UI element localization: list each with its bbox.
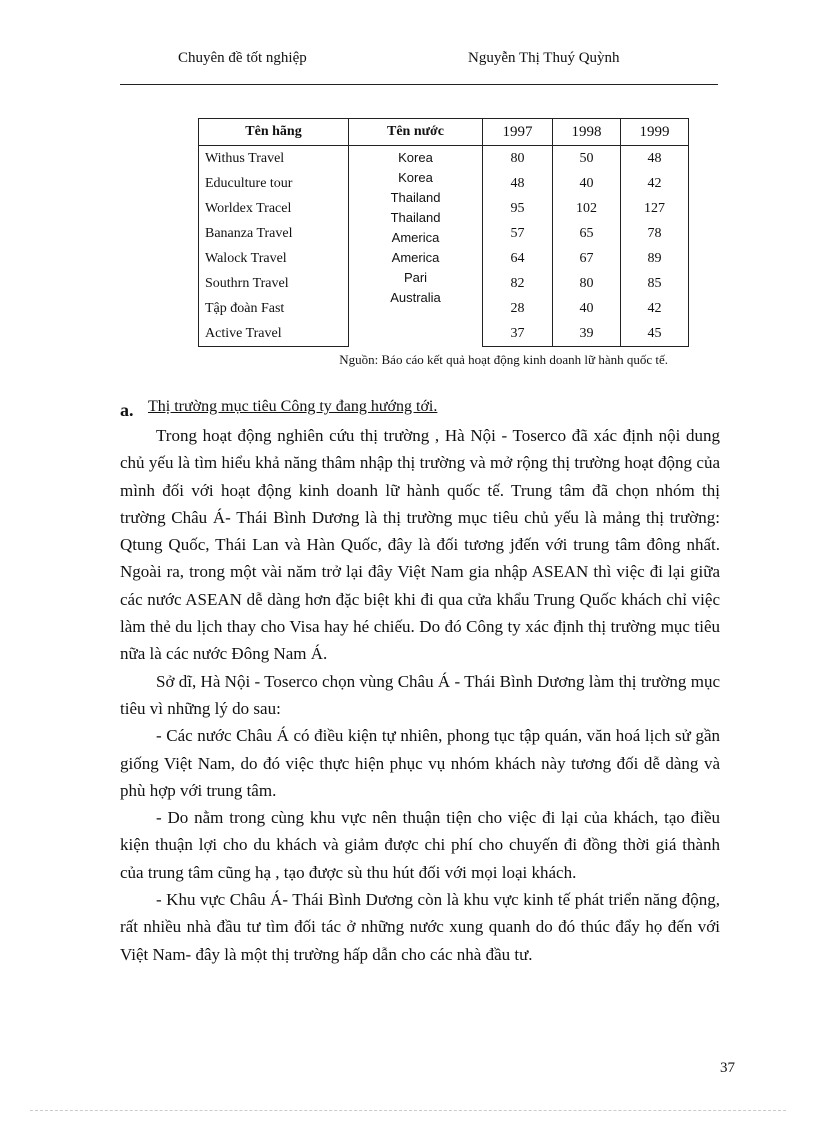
value-1997: 80 — [483, 146, 553, 172]
country-item: Korea — [398, 150, 433, 165]
table-row — [199, 146, 689, 172]
value-1997: 82 — [483, 271, 553, 296]
col-header-1998: 1998 — [553, 119, 621, 146]
table-header-row — [199, 119, 689, 146]
value-1999: 127 — [621, 196, 689, 221]
table-source-note: Nguồn: Báo cáo kết quả hoạt động kinh doanh lữ hành quốc tế. — [339, 352, 668, 367]
footer-rule — [30, 1110, 786, 1111]
value-1999: 85 — [621, 271, 689, 296]
value-1998: 40 — [553, 171, 621, 196]
body-text — [120, 422, 720, 968]
paragraph: - Do nằm trong cùng khu vực nên thuận tiện cho việc đi lại của khách, tạo điều kiện thuận lợi cho du khách và giảm được chi phí cho chuyến đi đồng thời giá thành của trung tâm cũng hạ , tạo được sù thu hút đối với mọi loại khách. — [120, 808, 720, 882]
col-header-country: Tên nước — [349, 119, 483, 146]
value-1998: 50 — [553, 146, 621, 172]
value-1997: 57 — [483, 221, 553, 246]
country-item: America — [391, 250, 440, 265]
company-name: Bananza Travel — [199, 221, 349, 246]
value-1999: 42 — [621, 171, 689, 196]
paragraph: - Khu vực Châu Á- Thái Bình Dương còn là khu vực kinh tế phát triển năng động, rất nhiều nhà đầu tư tìm đối tác ở những nước xung quanh do đó thúc đẩy họ đến với Việt Nam- đây là một thị trường hấp dẫn cho các nhà đầu tư. — [120, 890, 720, 964]
value-1998: 80 — [553, 271, 621, 296]
value-1998: 40 — [553, 296, 621, 321]
company-name: Worldex Tracel — [199, 196, 349, 221]
value-1997: 37 — [483, 321, 553, 347]
value-1997: 48 — [483, 171, 553, 196]
value-1999: 78 — [621, 221, 689, 246]
company-name: Tập đoàn Fast — [199, 296, 349, 321]
company-name: Walock Travel — [199, 246, 349, 271]
country-item: Thailand — [390, 210, 441, 225]
header-left: Chuyên đề tốt nghiệp — [178, 50, 307, 66]
country-item: Australia — [390, 290, 441, 305]
col-header-company: Tên hãng — [199, 119, 349, 146]
paragraph: - Các nước Châu Á có điều kiện tự nhiên, phong tục tập quán, văn hoá lịch sử gần giống Việt Nam, do đó việc thực hiện phục vụ nhóm khách này tương đối dễ dàng và phù hợp với trung tâm. — [120, 726, 720, 800]
country-item: Thailand — [390, 190, 441, 205]
value-1997: 95 — [483, 196, 553, 221]
company-name: Southrn Travel — [199, 271, 349, 296]
section-title: Thị trường mục tiêu Công ty đang hướng tới. — [148, 398, 438, 415]
page-number: 37 — [720, 1060, 735, 1076]
travel-companies-table — [198, 118, 689, 347]
value-1998: 39 — [553, 321, 621, 347]
company-name: Educulture tour — [199, 171, 349, 196]
paragraph: Trong hoạt động nghiên cứu thị trường , Hà Nội - Toserco đã xác định nội dung chủ yếu là tìm hiểu khả năng thâm nhập thị trường và mở rộng thị trường hoạt động của mình đối với hoạt động kinh doanh lữ hành quốc tế. Trung tâm đã chọn nhóm thị trường Châu Á- Thái Bình Dương là thị trường mục tiêu chủ yếu là mảng thị trường: Qtung Quốc, Thái Lan và Hàn Quốc, đây là đối tương jđến với trung tâm đông nhất. Ngoài ra, trong một vài năm trở lại đây Việt Nam gia nhập ASEAN thì việc đi lại giữa các nước ASEAN dễ dàng hơn đặc biệt khi đi qua cửa khẩu Trung Quốc khách chỉ việc làm thẻ du lịch thay cho Visa hay hé chiếu. Do đó Công ty xác định thị trường mục tiêu nữa là các nước Đông Nam Á. — [120, 426, 720, 664]
country-item: America — [391, 230, 440, 245]
col-header-1999: 1999 — [621, 119, 689, 146]
value-1999: 48 — [621, 146, 689, 172]
country-item: Pari — [403, 270, 428, 285]
value-1999: 42 — [621, 296, 689, 321]
value-1997: 64 — [483, 246, 553, 271]
value-1999: 45 — [621, 321, 689, 347]
company-name: Active Travel — [199, 321, 349, 347]
header-right: Nguyễn Thị Thuý Quỳnh — [468, 50, 620, 66]
value-1997: 28 — [483, 296, 553, 321]
country-cell — [349, 146, 483, 347]
country-list — [349, 146, 482, 308]
section-marker: a. — [120, 400, 134, 420]
header-rule — [120, 84, 718, 85]
value-1998: 65 — [553, 221, 621, 246]
col-header-1997: 1997 — [483, 119, 553, 146]
paragraph: Sở dĩ, Hà Nội - Toserco chọn vùng Châu Á - Thái Bình Dương làm thị trường mục tiêu vì những lý do sau: — [120, 671, 720, 718]
value-1998: 102 — [553, 196, 621, 221]
country-item: Korea — [398, 170, 433, 185]
company-name: Withus Travel — [199, 146, 349, 172]
value-1998: 67 — [553, 246, 621, 271]
value-1999: 89 — [621, 246, 689, 271]
